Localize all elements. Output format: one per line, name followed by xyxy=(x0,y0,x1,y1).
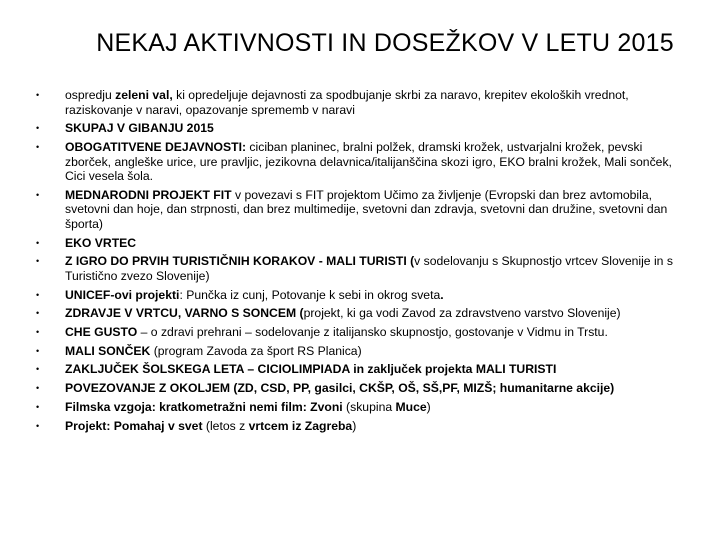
text: ) xyxy=(352,418,357,433)
list-item xyxy=(0,254,720,283)
bullet-icon: • xyxy=(36,237,40,248)
text: ) xyxy=(426,399,431,414)
bullet-icon: • xyxy=(36,189,40,200)
bullet-icon: • xyxy=(36,90,40,100)
bullet-icon: • xyxy=(36,327,40,338)
list-item-text xyxy=(65,381,614,395)
list-item xyxy=(0,121,720,136)
text: : Punčka iz cunj, Potovanje k sebi in okrog sveta xyxy=(179,287,441,302)
slide-title: NEKAJ AKTIVNOSTI IN DOSEŽKOV V LETU 2015 xyxy=(96,29,674,57)
bullet-icon: • xyxy=(36,364,40,375)
text: (program Zavoda za šport RS Planica) xyxy=(150,343,362,358)
list-item-text xyxy=(65,362,556,376)
text: ciciban planinec, bralni polžek, dramski krožek, ustvarjalni krožek, pevski zborček, angleške urice, ure pravljic, jezikovna delavnica/italijanščina skozi igro, EKO bralni krožek, Mali sonček, Cici vesela šola. xyxy=(65,139,672,184)
text: (skupina xyxy=(342,399,396,414)
activity-list xyxy=(0,88,720,437)
list-item xyxy=(0,88,720,117)
text: ki opredeljuje dejavnosti za spodbujanje skrbi za naravo, krepitev ekoloških vrednot, raziskovanje v naravi, opazovanje sprememb v naravi xyxy=(65,88,629,117)
bold-text: CHE GUSTO xyxy=(65,325,138,340)
bullet-icon: • xyxy=(36,383,40,394)
bold-text: Z IGRO DO PRVIH TURISTIČNIH KORAKOV - MALI TURISTI ( xyxy=(65,254,415,269)
text: – o zdravi prehrani – sodelovanje z italijansko skupnostjo, gostovanje v Vidmu in Trstu. xyxy=(137,325,608,340)
list-item xyxy=(0,140,720,184)
list-item-text xyxy=(65,88,629,117)
list-item-text xyxy=(65,188,667,231)
text: ospredju xyxy=(65,88,116,102)
list-item-text xyxy=(65,325,608,339)
list-item-text xyxy=(65,400,431,414)
list-item xyxy=(0,344,720,359)
list-item-text xyxy=(65,254,673,283)
bold-text: UNICEF-ovi projekti xyxy=(65,287,180,302)
bold-text: SKUPAJ V GIBANJU 2015 xyxy=(65,121,214,136)
list-item xyxy=(0,236,720,251)
bold-text: ZAKLJUČEK ŠOLSKEGA LETA – CICIOLIMPIADA in zaključek projekta MALI TURISTI xyxy=(65,362,557,377)
list-item xyxy=(0,288,720,303)
bold-text: Projekt: Pomahaj v svet xyxy=(65,418,203,433)
bullet-icon: • xyxy=(36,401,40,412)
list-item-text xyxy=(65,306,621,320)
text: (letos z xyxy=(202,418,249,433)
bold-text: vrtcem iz Zagreba xyxy=(248,418,353,433)
text: projekt, ki ga vodi Zavod za zdravstveno varstvo Slovenije) xyxy=(303,306,621,321)
list-item xyxy=(0,325,720,340)
list-item xyxy=(0,188,720,232)
bullet-icon: • xyxy=(36,256,40,267)
bold-text: zeleni val, xyxy=(115,88,173,102)
list-item-text xyxy=(65,288,444,302)
list-item-text xyxy=(65,419,356,433)
bullet-icon: • xyxy=(36,308,40,319)
list-item-text xyxy=(65,140,672,183)
bullet-icon: • xyxy=(36,123,40,134)
list-item-text xyxy=(65,236,136,250)
text: v sodelovanju s Skupnostjo vrtcev Slovenije in s Turistično zvezo Slovenije) xyxy=(65,254,673,283)
bold-text: MEDNARODNI PROJEKT FIT xyxy=(65,187,232,202)
list-item xyxy=(0,306,720,321)
bullet-icon: • xyxy=(36,345,40,356)
list-item-text xyxy=(65,121,214,135)
bullet-icon: • xyxy=(36,141,40,152)
bold-text: EKO VRTEC xyxy=(65,235,137,250)
bold-text: Filmska vzgoja: kratkometražni nemi film: Zvoni xyxy=(65,399,343,414)
list-item xyxy=(0,381,720,396)
text: v povezavi s FIT projektom Učimo za življenje (Evropski dan brez avtomobila, svetovni dan hoje, dan strpnosti, dan brez multimedije, svetovni dan zdravja, svetovni dan družine, svetovni dan športa) xyxy=(65,187,668,232)
list-item-text xyxy=(65,344,362,358)
bold-text: MALI SONČEK xyxy=(65,343,151,358)
bold-text: OBOGATITVENE DEJAVNOSTI: xyxy=(65,139,247,154)
list-item xyxy=(0,400,720,415)
bold-text: Muce xyxy=(395,399,427,414)
bold-text: . xyxy=(440,287,444,302)
list-item xyxy=(0,419,720,434)
list-item xyxy=(0,362,720,377)
bold-text: POVEZOVANJE Z OKOLJEM (ZD, CSD, PP, gasilci, CKŠP, OŠ, SŠ,PF, MIZŠ; humanitarne akcije) xyxy=(65,381,615,396)
bullet-icon: • xyxy=(36,420,40,431)
bold-text: ZDRAVJE V VRTCU, VARNO S SONCEM ( xyxy=(65,306,304,321)
bullet-icon: • xyxy=(36,289,40,300)
